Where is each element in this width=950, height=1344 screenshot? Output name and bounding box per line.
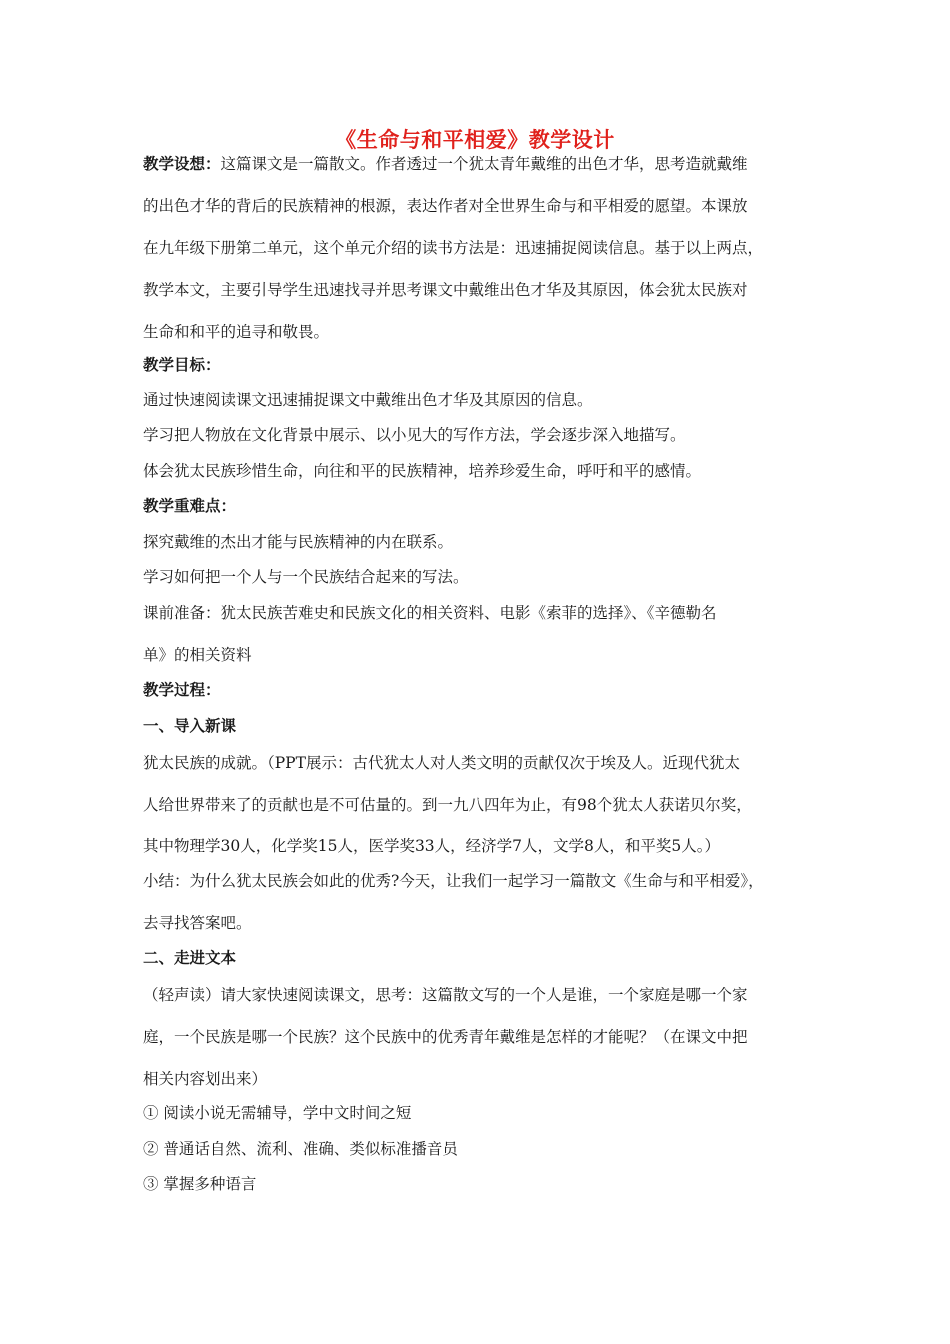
section1-line-1: 犹太民族的成就。（PPT展示：古代犹太人对人类文明的贡献仅次于埃及人。近现代犹太: [143, 754, 740, 772]
section2-item-3: ③ 掌握多种语言: [143, 1175, 257, 1193]
goals-line-3: 体会犹太民族珍惜生命，向往和平的民族精神，培养珍爱生命，呼吁和平的感情。: [143, 462, 702, 480]
section1-line-3: 其中物理学30人，化学奖15人，医学奖33人，经济学7人，文学8人，和平奖5人。）: [143, 837, 721, 855]
intro-text: 这篇课文是一篇散文。作者透过一个犹太青年戴维的出色才华，思考造就戴维: [220, 155, 748, 173]
section1-line-2: 人给世界带来了的贡献也是不可估量的。到一九八四年为止，有98个犹太人获诺贝尔奖，: [143, 796, 752, 814]
goals-line-2: 学习把人物放在文化背景中展示、以小见大的写作方法，学会逐步深入地描写。: [143, 426, 686, 444]
intro-line-2: 的出色才华的背后的民族精神的根源，表达作者对全世界生命与和平相爱的愿望。本课放: [143, 197, 748, 215]
difficulties-line-2: 学习如何把一个人与一个民族结合起来的写法。: [143, 568, 469, 586]
intro-line-4: 教学本文，主要引导学生迅速找寻并思考课文中戴维出色才华及其原因，体会犹太民族对: [143, 281, 748, 299]
difficulties-heading: 教学重难点：: [143, 496, 237, 515]
difficulties-line-3: 课前准备：犹太民族苦难史和民族文化的相关资料、电影《索菲的选择》、《辛德勒名: [143, 604, 717, 622]
process-heading: 教学过程：: [143, 680, 221, 699]
section1-line-4: 小结：为什么犹太民族会如此的优秀?今天，让我们一起学习一篇散文《生命与和平相爱》，: [143, 872, 764, 890]
goals-line-1: 通过快速阅读课文迅速捕捉课文中戴维出色才华及其原因的信息。: [143, 391, 593, 409]
section2-item-1: ① 阅读小说无需辅导，学中文时间之短: [143, 1104, 412, 1122]
intro-line-5: 生命和和平的追寻和敬畏。: [143, 323, 330, 341]
difficulties-line-4: 单》的相关资料: [143, 646, 252, 664]
document-title: 《生命与和平相爱》教学设计: [335, 127, 615, 152]
section1-line-5: 去寻找答案吧。: [143, 914, 252, 932]
section2-line-1: （轻声读）请大家快速阅读课文，思考：这篇散文写的一个人是谁，一个家庭是哪一个家: [143, 986, 748, 1004]
section2-item-2: ② 普通话自然、流利、准确、类似标准播音员: [143, 1140, 458, 1158]
intro-line-3: 在九年级下册第二单元，这个单元介绍的读书方法是：迅速捕捉阅读信息。基于以上两点，: [143, 239, 764, 257]
intro-line-1: [143, 154, 823, 174]
section2-line-3: 相关内容划出来）: [143, 1070, 268, 1088]
section2-line-2: 庭，一个民族是哪一个民族？这个民族中的优秀青年戴维是怎样的才能呢？（在课文中把: [143, 1028, 748, 1046]
intro-label: 教学设想：: [143, 154, 221, 173]
section2-heading: 二、走进文本: [143, 948, 237, 967]
goals-heading: 教学目标：: [143, 355, 221, 374]
difficulties-line-1: 探究戴维的杰出才能与民族精神的内在联系。: [143, 533, 454, 551]
section1-heading: 一、导入新课: [143, 716, 237, 735]
